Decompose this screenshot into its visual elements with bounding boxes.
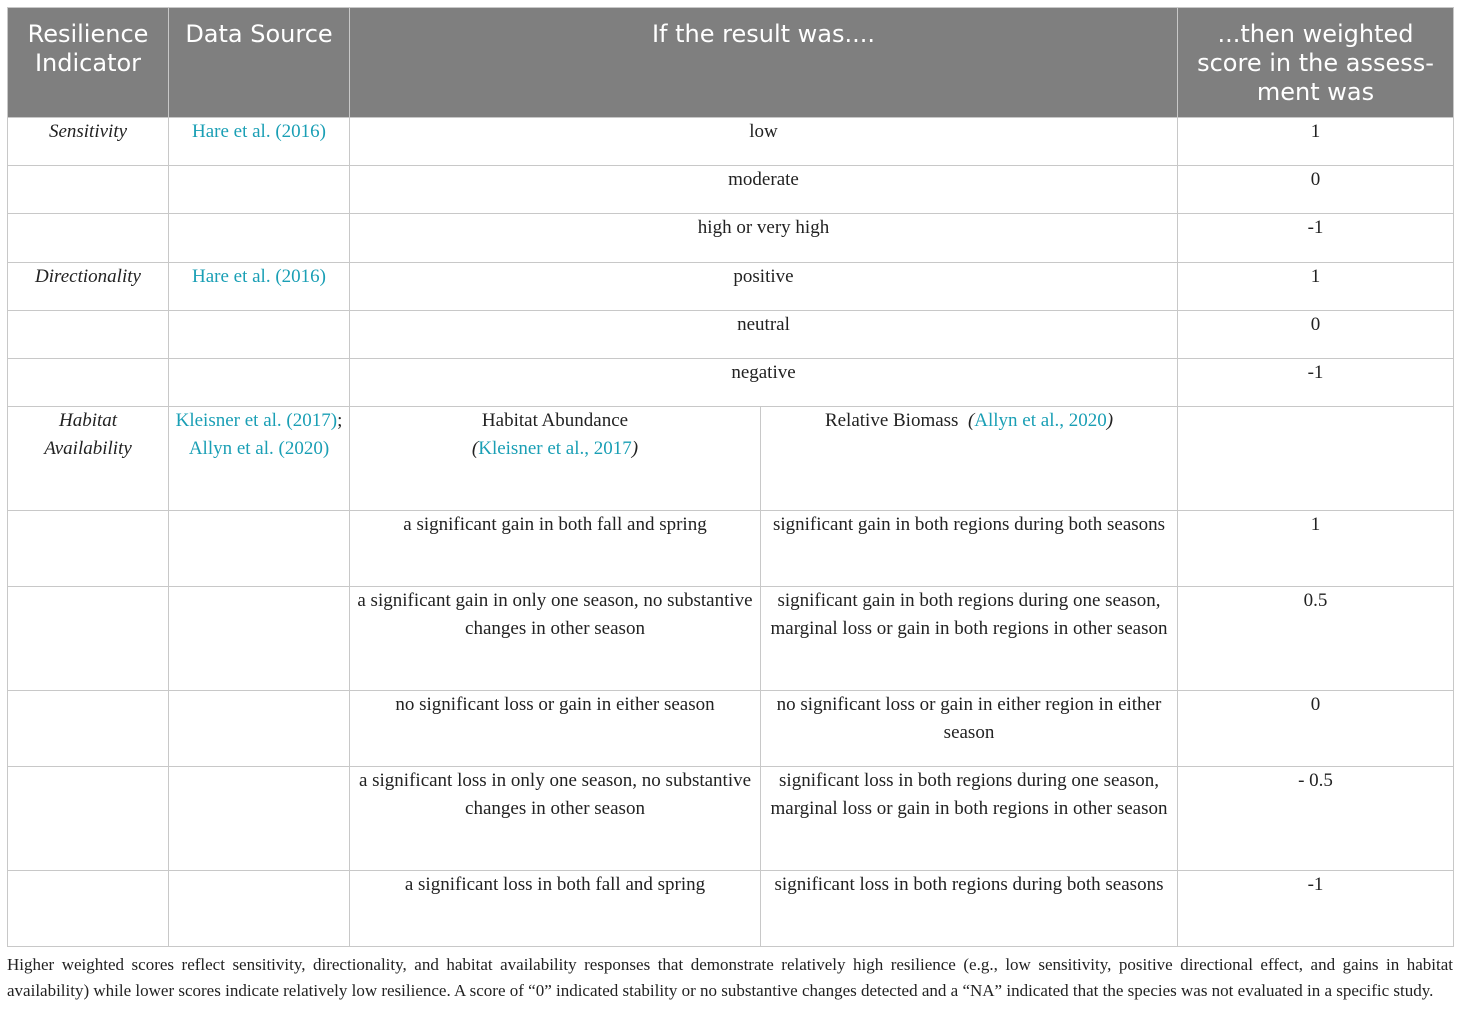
result-cell: moderate bbox=[350, 166, 1178, 214]
table-row bbox=[8, 691, 1454, 767]
table-row bbox=[8, 587, 1454, 691]
header-weighted-score: ...then weighted score in the assess-ment was bbox=[1178, 8, 1454, 118]
abundance-cell: a significant gain in both fall and spring bbox=[350, 511, 761, 587]
score-cell: 1 bbox=[1178, 263, 1454, 311]
table-row bbox=[8, 767, 1454, 871]
ref-link-kleisner-2017[interactable]: Kleisner et al., 2017 bbox=[478, 438, 632, 459]
paren-close: ) bbox=[631, 438, 639, 459]
empty-cell bbox=[169, 214, 350, 263]
source-link-allyn-2020[interactable]: Allyn et al. (2020) bbox=[188, 438, 330, 459]
table-row bbox=[8, 214, 1454, 263]
biomass-cell: significant loss in both regions during both seasons bbox=[761, 871, 1178, 947]
empty-cell bbox=[8, 767, 169, 871]
source-link-hare-2016[interactable]: Hare et al. (2016) bbox=[169, 118, 350, 166]
source-cell-habitat bbox=[169, 407, 350, 511]
empty-cell bbox=[169, 587, 350, 691]
paren-close: ) bbox=[1106, 410, 1114, 431]
table-row bbox=[8, 311, 1454, 359]
empty-cell bbox=[8, 311, 169, 359]
source-link-kleisner-2017[interactable]: Kleisner et al. (2017) bbox=[175, 410, 338, 431]
table-row bbox=[8, 359, 1454, 407]
score-cell: 0 bbox=[1178, 691, 1454, 767]
abundance-cell: a significant loss in both fall and spring bbox=[350, 871, 761, 947]
abundance-cell: a significant gain in only one season, no substantive changes in other season bbox=[350, 587, 761, 691]
subheader-abundance-label: Habitat Abundance bbox=[481, 410, 629, 431]
header-result: If the result was.... bbox=[350, 8, 1178, 118]
source-separator: ; bbox=[337, 410, 343, 431]
paren-open: ( bbox=[471, 438, 479, 459]
empty-cell bbox=[8, 359, 169, 407]
empty-cell bbox=[169, 691, 350, 767]
empty-cell bbox=[169, 767, 350, 871]
score-cell: 0.5 bbox=[1178, 587, 1454, 691]
score-cell: 0 bbox=[1178, 311, 1454, 359]
header-data-source: Data Source bbox=[169, 8, 350, 118]
header-row bbox=[8, 8, 1454, 118]
result-cell: low bbox=[350, 118, 1178, 166]
score-cell: -1 bbox=[1178, 214, 1454, 263]
empty-cell bbox=[169, 511, 350, 587]
score-cell: -1 bbox=[1178, 871, 1454, 947]
biomass-cell: no significant loss or gain in either region in either season bbox=[761, 691, 1178, 767]
table-row bbox=[8, 263, 1454, 311]
empty-cell bbox=[8, 214, 169, 263]
score-cell: -1 bbox=[1178, 359, 1454, 407]
indicator-habitat-availability: Habitat Availability bbox=[8, 407, 169, 511]
result-cell: positive bbox=[350, 263, 1178, 311]
indicator-directionality: Directionality bbox=[8, 263, 169, 311]
table-row bbox=[8, 871, 1454, 947]
abundance-cell: a significant loss in only one season, no substantive changes in other season bbox=[350, 767, 761, 871]
subheader-biomass-label: Relative Biomass bbox=[824, 410, 959, 431]
empty-cell bbox=[8, 511, 169, 587]
biomass-cell: significant loss in both regions during one season, marginal loss or gain in both regions in other season bbox=[761, 767, 1178, 871]
ref-link-allyn-2020[interactable]: Allyn et al., 2020 bbox=[974, 410, 1107, 431]
score-cell: 1 bbox=[1178, 118, 1454, 166]
empty-cell bbox=[169, 359, 350, 407]
empty-cell bbox=[8, 587, 169, 691]
table-footnote: Higher weighted scores reflect sensitivity, directionality, and habitat availability responses that demonstrate relatively high resilience (e.g., low sensitivity, positive directional effect, and gains in habitat availability) while lower scores indicate relatively low resilience. A score of “0” indicated stability or no substantive changes detected and a “NA” indicated that the species was not evaluated in a specific study. bbox=[7, 955, 1453, 1000]
result-cell: neutral bbox=[350, 311, 1178, 359]
score-cell: - 0.5 bbox=[1178, 767, 1454, 871]
empty-cell bbox=[169, 166, 350, 214]
empty-cell bbox=[169, 311, 350, 359]
table-row bbox=[8, 407, 1454, 511]
subheader-habitat-abundance bbox=[350, 407, 761, 511]
header-resilience-indicator: Resilience Indicator bbox=[8, 8, 169, 118]
subheader-relative-biomass bbox=[761, 407, 1178, 511]
score-cell: 1 bbox=[1178, 511, 1454, 587]
result-cell: high or very high bbox=[350, 214, 1178, 263]
abundance-cell: no significant loss or gain in either season bbox=[350, 691, 761, 767]
table-row bbox=[8, 166, 1454, 214]
score-cell: 0 bbox=[1178, 166, 1454, 214]
table-row bbox=[8, 511, 1454, 587]
empty-cell bbox=[1178, 407, 1454, 511]
table-row bbox=[8, 118, 1454, 166]
biomass-cell: significant gain in both regions during one season, marginal loss or gain in both regions in other season bbox=[761, 587, 1178, 691]
empty-cell bbox=[8, 871, 169, 947]
empty-cell bbox=[169, 871, 350, 947]
empty-cell bbox=[8, 691, 169, 767]
resilience-scoring-table bbox=[7, 7, 1454, 947]
source-link-hare-2016[interactable]: Hare et al. (2016) bbox=[169, 263, 350, 311]
empty-cell bbox=[8, 166, 169, 214]
result-cell: negative bbox=[350, 359, 1178, 407]
indicator-sensitivity: Sensitivity bbox=[8, 118, 169, 166]
biomass-cell: significant gain in both regions during both seasons bbox=[761, 511, 1178, 587]
paren-open: ( bbox=[967, 410, 975, 431]
